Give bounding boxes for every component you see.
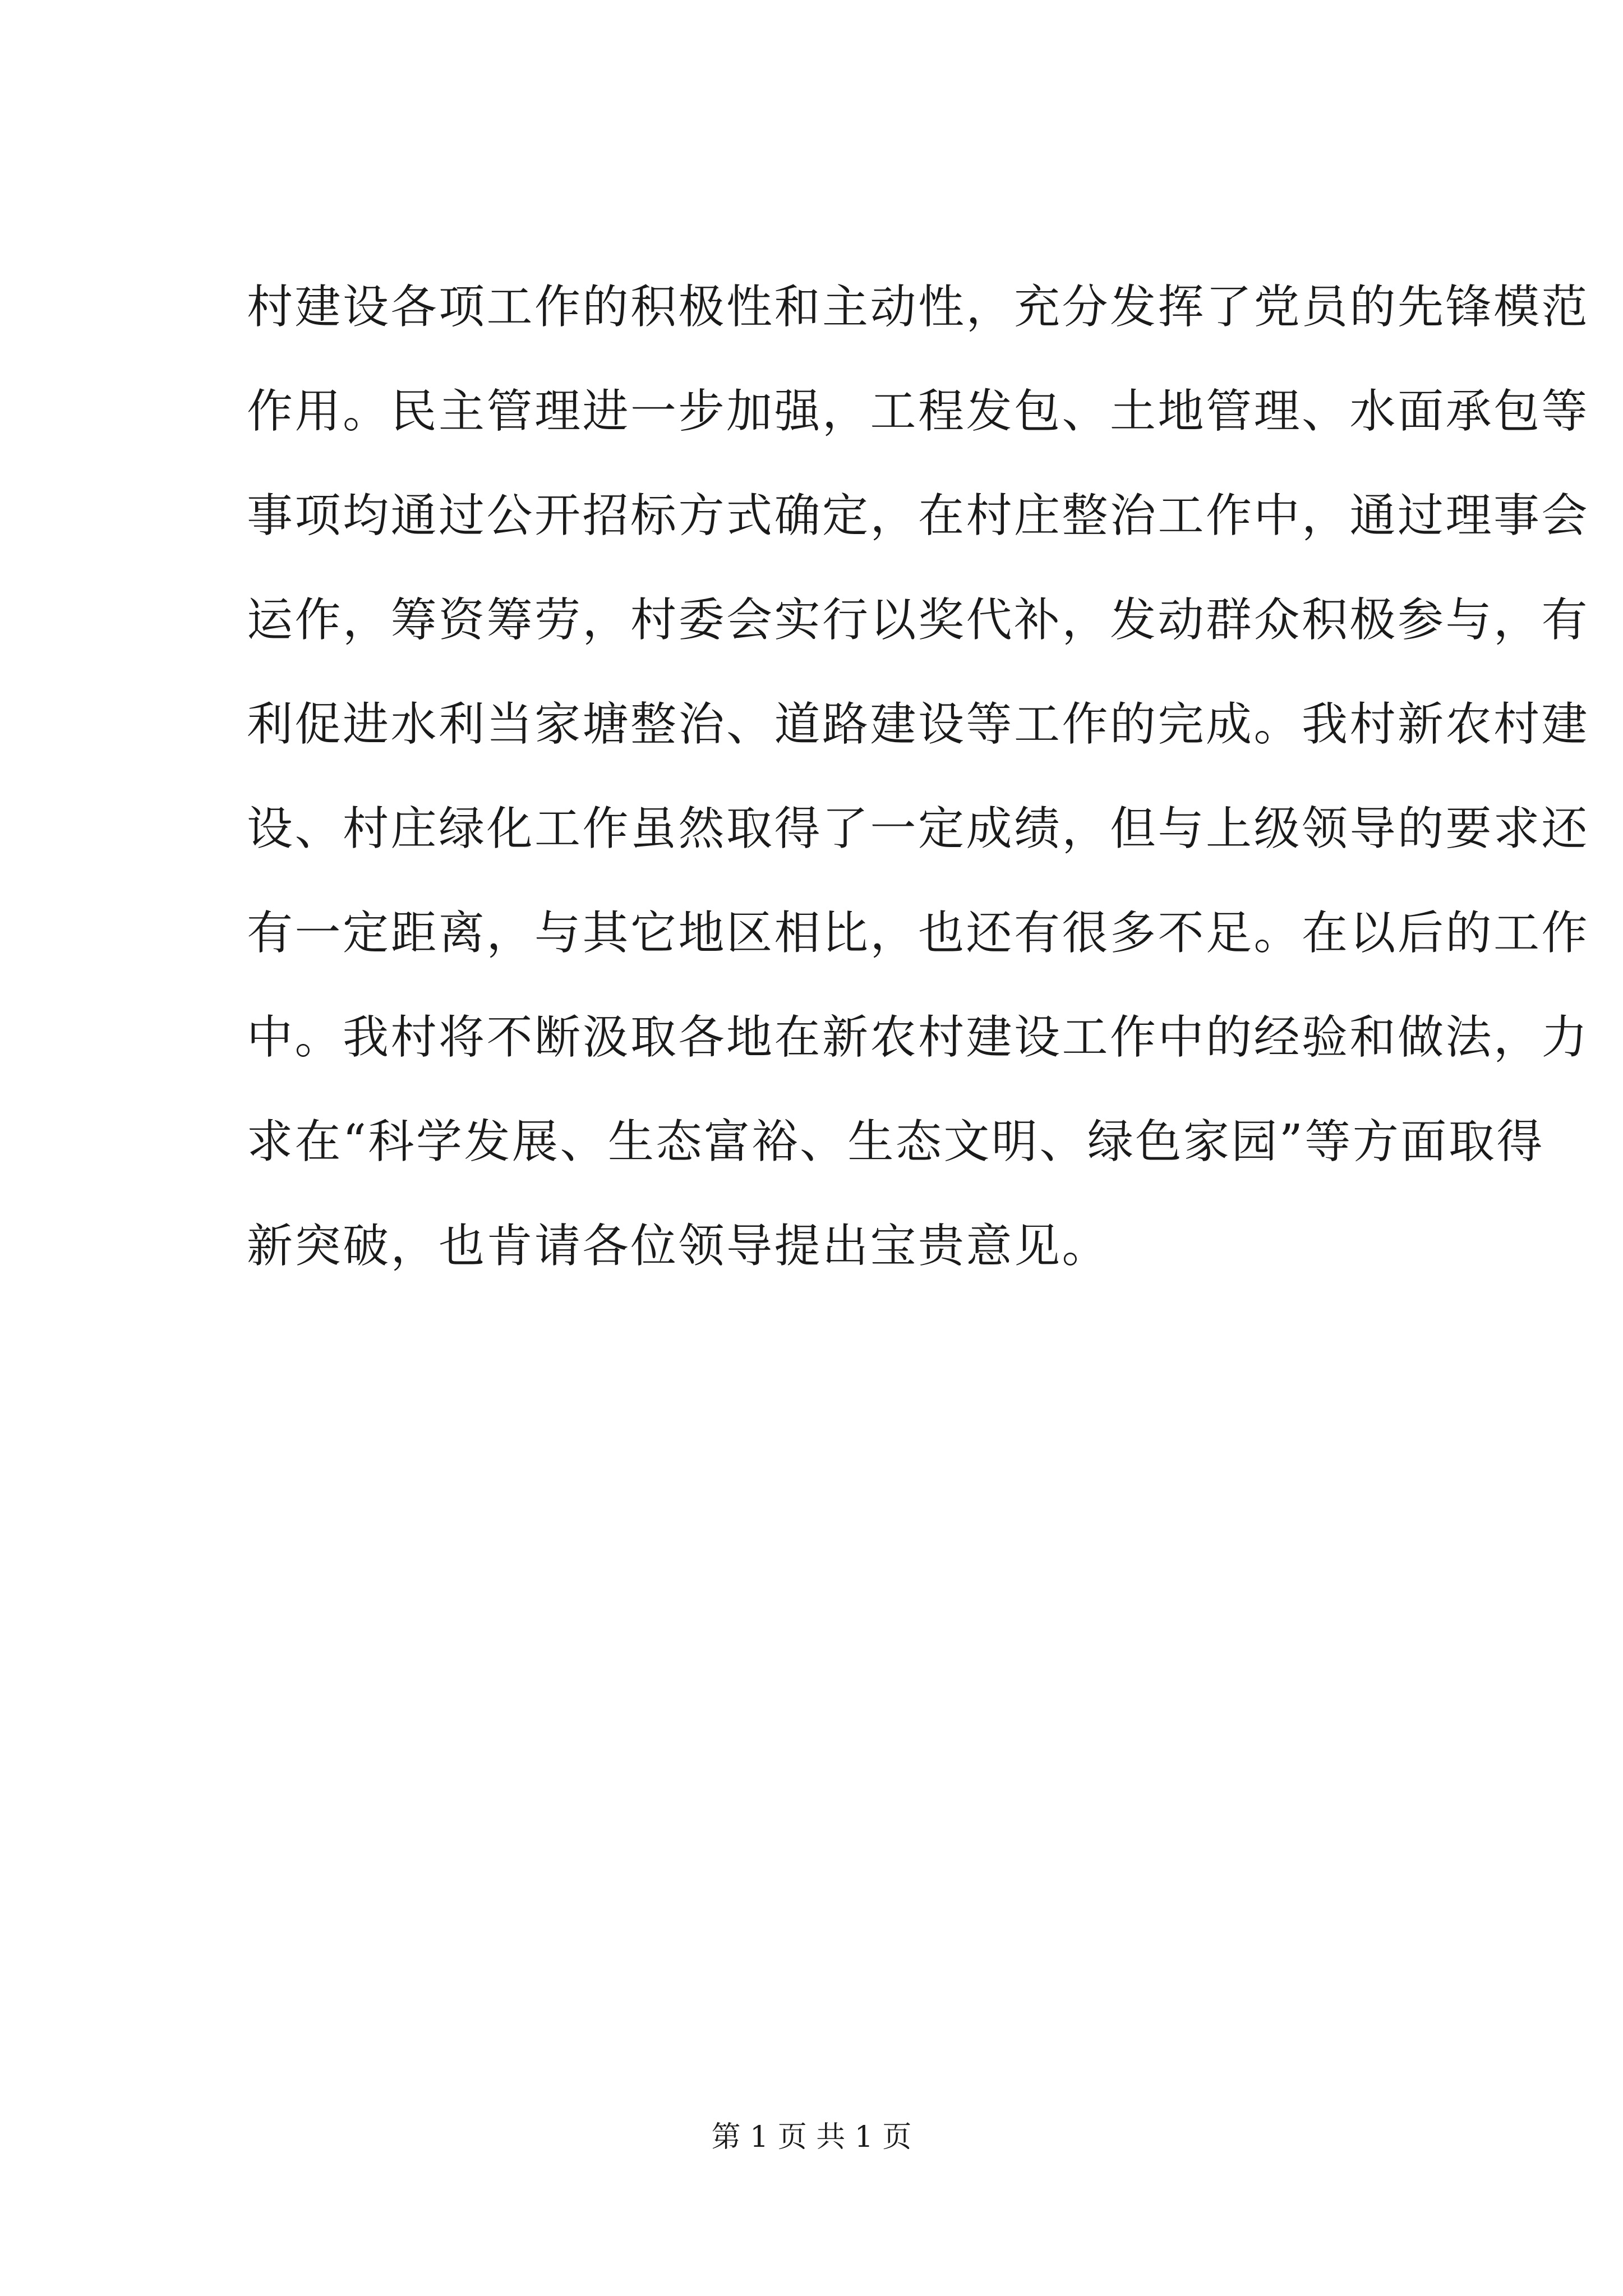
paragraph-line: 新突破，也肯请各位领导提出宝贵意见。: [247, 1220, 1110, 1273]
paragraph-line: 求在“科学发展、生态富裕、生态文明、绿色家园”等方面取得: [247, 1115, 1544, 1168]
paragraph-line: 运作，筹资筹劳，村委会实行以奖代补，发动群众积极参与，有: [247, 593, 1590, 647]
page-number-indicator: 第 1 页 共 1 页: [711, 2120, 912, 2154]
page-footer: [0, 2115, 1623, 2160]
paragraph-line: 设、村庄绿化工作虽然取得了一定成绩，但与上级领导的要求还: [247, 802, 1590, 855]
paragraph-line: 作用。民主管理进一步加强，工程发包、土地管理、水面承包等: [247, 385, 1590, 438]
paragraph-line: 村建设各项工作的积极性和主动性，充分发挥了党员的先锋模范: [247, 280, 1590, 334]
paragraph-line: 利促进水利当家塘整治、道路建设等工作的完成。我村新农村建: [247, 698, 1590, 751]
paragraph-line: 事项均通过公开招标方式确定，在村庄整治工作中，通过理事会: [247, 489, 1590, 542]
paragraph-line: 有一定距离，与其它地区相比，也还有很多不足。在以后的工作: [247, 907, 1590, 960]
body-paragraph: [247, 255, 1590, 1299]
paragraph-line: 中。我村将不断汲取各地在新农村建设工作中的经验和做法，力: [247, 1011, 1590, 1064]
